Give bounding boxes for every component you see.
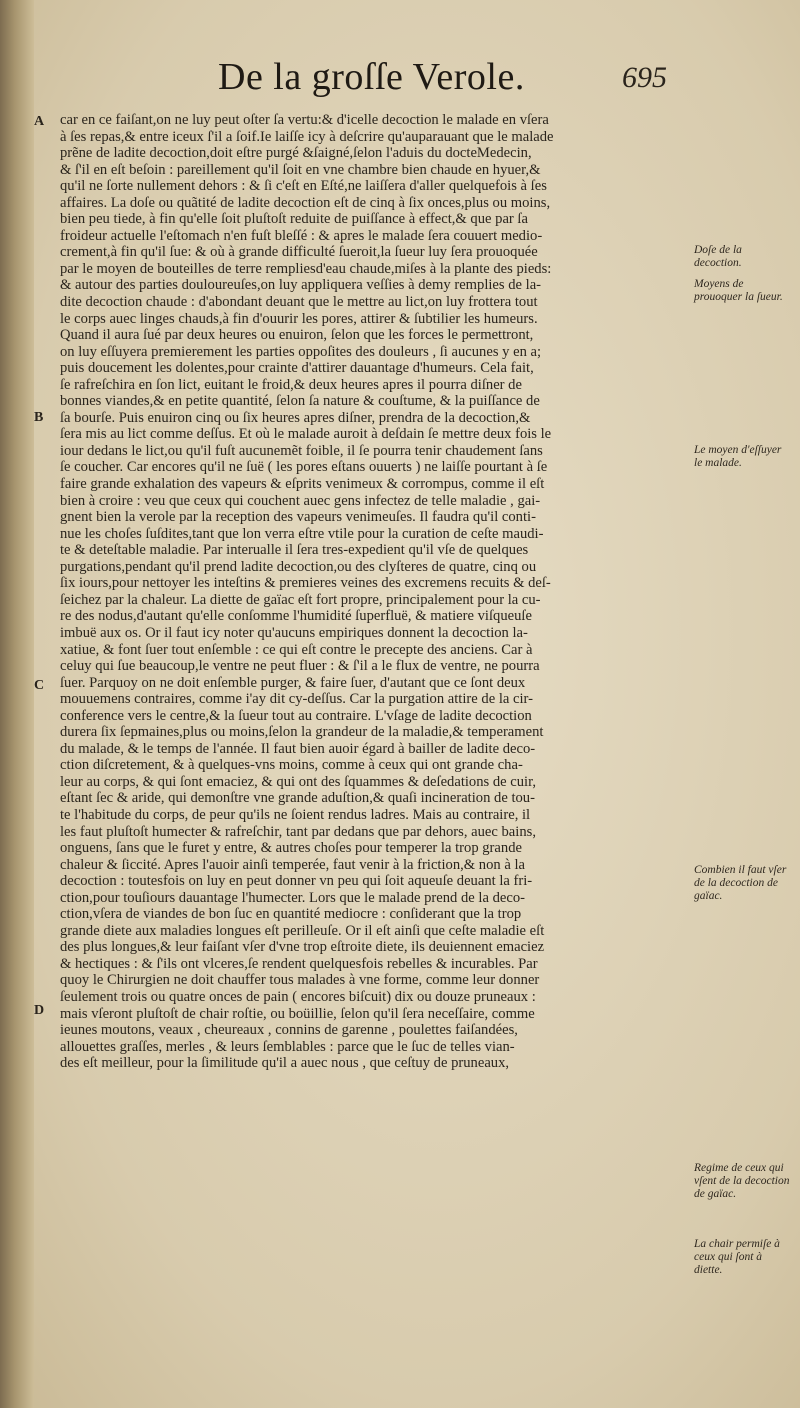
text-line: ieunes moutons, veaux , cheureaux , connins de garenne , poulettes faiſandées, [60, 1022, 518, 1039]
margin-note-regimen: Regime de ceux qui vſent de la decoction de gaïac. [694, 1162, 790, 1200]
text-line: prẽne de ladite decoction,doit eſtre purgé &ſaigné,ſelon l'aduis du docteMedecin, [60, 145, 532, 162]
text-line: puis doucement les dolentes,pour crainte d'attirer dauantage d'humeurs. Cela fait, [60, 360, 534, 377]
body-text [60, 112, 682, 1072]
text-line: faire grande exhalation des vapeurs & eſprits venimeux & corrompus, comme il eſt [60, 476, 545, 493]
text-line: re des nodus,d'autant qu'elle conſomme l'humidité ſuperfluë, & matiere viſqueuſe [60, 608, 532, 625]
text-line: ction,vſera de viandes de bon ſuc en quantité mediocre : conſiderant que la trop [60, 906, 522, 923]
text-line: affaires. La doſe ou quãtité de ladite decoction eſt de cinq à ſix onces,plus ou moins, [60, 194, 551, 211]
margin-note-dose: Doſe de la decoction. [694, 244, 742, 269]
text-line: quoy le Chirurgien ne doit chauffer tous malades à vne forme, comme leur donner [60, 972, 540, 989]
text-line: ſuer. Parquoy on ne doit enſemble purger, & faire ſuer, d'autant que ce ſont deux [60, 674, 526, 691]
text-line: chaleur & ſiccité. Apres l'auoir ainſi temperée, faut venir à la friction,& non à la [60, 856, 525, 873]
text-line: ſe coucher. Car encores qu'il ne ſuë ( les pores eſtans ouuerts ) ne laiſſe pourtant à ſe [60, 459, 548, 476]
text-line: ſera mis au lict comme deſſus. Et où le malade auroit à deſdain ſe mettre deux fois le [60, 426, 552, 443]
margin-note-wipe: Le moyen d'eſſuyer le malade. [694, 444, 782, 469]
text-line: des eſt meilleur, pour la ſimilitude qu'il a auec nous , que ceſtuy de pruneaux, [60, 1055, 510, 1072]
text-line: imbuë aux os. Or il faut icy noter qu'aucuns empiriques donnent la decoction la- [60, 624, 528, 641]
text-line: te & deteſtable maladie. Par interualle il ſera tres-expedient qu'il vſe de quelques [60, 542, 529, 559]
text-line: ſeulement trois ou quatre onces de pain ( encores biſcuit) dix ou douze pruneaux : [60, 988, 536, 1005]
text-line: dite decoction chaude : d'abondant deuant que le mettre au lict,on luy frottera tout [60, 294, 538, 311]
text-line: te l'habitude du corps, de peur qu'ils ne ſoient rendus ladres. Mais au contraire, il [60, 806, 531, 823]
text-line: bonnes viandes,& en petite quantité, ſelon ſa nature & couſtume, & la puiſſance de [60, 393, 540, 410]
text-line: Quand il aura ſué par deux heures ou enuiron, ſelon que les forces le permettront, [60, 327, 534, 344]
text-line: eſtant ſec & aride, qui demonſtre vne grande aduſtion,& quaſi incineration de tou- [60, 790, 535, 807]
text-line: bien peu tiede, à fin qu'elle ſoit pluſtoſt reduite de puiſſance à effect,& que par ſa [60, 211, 528, 228]
text-line: iour dedans le lict,ou qu'il fuſt aucunemẽt foible, il ſe pourra tenir chaudement ſans [60, 442, 543, 459]
text-line: ction,pour touſiours dauantage l'humecter. Lors que le malade prend de la deco- [60, 889, 526, 906]
text-line: onguens, ſans que le furet y entre, & autres choſes pour temperer la trop grande [60, 840, 522, 857]
text-line: par le moyen de bouteilles de terre rempliesd'eau chaude,miſes à la plante des pieds: [60, 260, 552, 277]
text-line: & ſ'il en eſt beſoin : pareillement qu'il ſoit en vne chambre bien chaude en hyuer,& [60, 161, 541, 178]
text-line: le corps auec linges chauds,à fin d'ouurir les pores, attirer & ſubtilier les humeurs. [60, 310, 538, 327]
text-line: mouuemens contraires, comme i'ay dit cy-deſſus. Car la purgation attire de la cir- [60, 691, 533, 708]
margin-note-duration: Combien il faut vſer de la decoction de gaïac. [694, 864, 787, 902]
text-line: ction diſcretement, & à quelques-vns moins, comme à ceux qui ont grande cha- [60, 757, 523, 774]
text-line: froideur actuelle l'eſtomach n'en fuſt bleſſé : & apres le malade ſera couuert medio- [60, 227, 543, 244]
text-line: on luy eſſuyera premierement les parties oppoſites des douleurs , ſi aucunes y en a; [60, 343, 542, 360]
text-line: qu'il ne ſorte nullement dehors : & ſi c'eſt en Eſté,ne laiſſera d'aller quelquefois à ſes [60, 178, 547, 195]
text-line: ſe rafreſchira en ſon lict, euitant le froid,& deux heures apres il pourra diſner de [60, 376, 522, 393]
text-line: ſix iours,pour nettoyer les inteſtins & premieres veines des excremens recuits & deſ- [60, 575, 551, 592]
text-line: crement,à fin qu'il ſue: & où à grande difficulté ſueroit,la ſueur luy ſera prouoquée [60, 244, 538, 261]
text-line: celuy qui ſue beaucoup,le ventre ne peut fluer : & ſ'il a le flux de ventre, ne pourra [60, 658, 540, 675]
text-line: du malade, & le temps de l'année. Il faut bien auoir égard à bailler de ladite deco- [60, 740, 536, 757]
text-line: gnent bien la verole par la reception des vapeurs venimeuſes. Il faudra qu'il conti- [60, 509, 536, 526]
text-line: decoction : toutesfois on luy en peut donner vn peu qui ſoit aqueuſe deuant la fri- [60, 873, 533, 890]
text-line: les faut pluſtoſt humecter & rafreſchir, tant par dedans que par dehors, auec bains, [60, 823, 536, 840]
text-line: leur au corps, & qui ſont emaciez, & qui ont des ſquammes & deſedations de cuir, [60, 773, 537, 790]
margin-note-meat: La chair permiſe à ceux qui ſont à diette. [694, 1238, 780, 1276]
margin-note-sweat: Moyens de prouoquer la ſueur. [694, 278, 783, 303]
section-letter-d: D [34, 1003, 45, 1018]
text-line: ſa bourſe. Puis enuiron cinq ou ſix heures apres diſner, prendra de la decoction,& [60, 409, 531, 426]
text-line: grande diete aux maladies longues eſt perilleuſe. Or il eſt ainſi que ceſte maladie eſt [60, 922, 545, 939]
section-letter-a: A [34, 114, 45, 129]
text-line: ſeichez par la chaleur. La diette de gaïac eſt fort propre, principalement pour la cu- [60, 591, 541, 608]
text-line: mais vſeront pluſtoſt de chair roſtie, ou boüillie, ſelon qu'il ſera neceſſaire, comme [60, 1005, 535, 1022]
page-number: 695 [622, 61, 667, 94]
text-line: xatiue, & font ſuer tout enſemble : ce qui eſt contre le precepte des anciens. Car à [60, 641, 533, 658]
margin-notes [694, 0, 794, 1408]
text-line: purgations,pendant qu'il prend ladite decoction,ou des clyſteres de quatre, cinq ou [60, 558, 537, 575]
text-line: conference vers le centre,& la ſueur tout au contraire. L'vſage de ladite decoction [60, 707, 532, 724]
page-header [190, 55, 710, 105]
text-line: car en ce faiſant,on ne luy peut oſter ſa vertu:& d'icelle decoction le malade en vſera [60, 112, 549, 128]
text-line: à ſes repas,& entre iceux ſ'il a ſoif.Ie laiſſe icy à deſcrire qu'auparauant que le malade [60, 128, 554, 145]
running-title: De la groſſe Verole. [218, 56, 525, 98]
text-line: nue les choſes ſuſdites,tant que lon verra eſtre vtile pour la curation de ceſte maudi- [60, 525, 544, 542]
text-line: durera ſix ſepmaines,plus ou moins,ſelon la grandeur de la maladie,& temperament [60, 724, 544, 741]
text-line: bien à croire : veu que ceux qui couchent auec gens infectez de telle maladie , gai- [60, 492, 541, 509]
text-line: & hectiques : & ſ'ils ont vlceres,ſe rendent quelquesfois rebelles & incurables. Par [60, 955, 538, 972]
text-line: des plus longues,& leur faiſant vſer d'vne trop eſtroite diete, ils deuiennent emaciez [60, 939, 545, 956]
section-letter-b: B [34, 410, 44, 425]
text-line: allouettes graſſes, merles , & leurs ſemblables : parce que le ſuc de telles vian- [60, 1038, 515, 1055]
binding-gutter [0, 0, 34, 1408]
text-line: & autour des parties douloureuſes,on luy appliquera veſſies à demy remplies de la- [60, 277, 542, 294]
section-letter-c: C [34, 678, 45, 693]
